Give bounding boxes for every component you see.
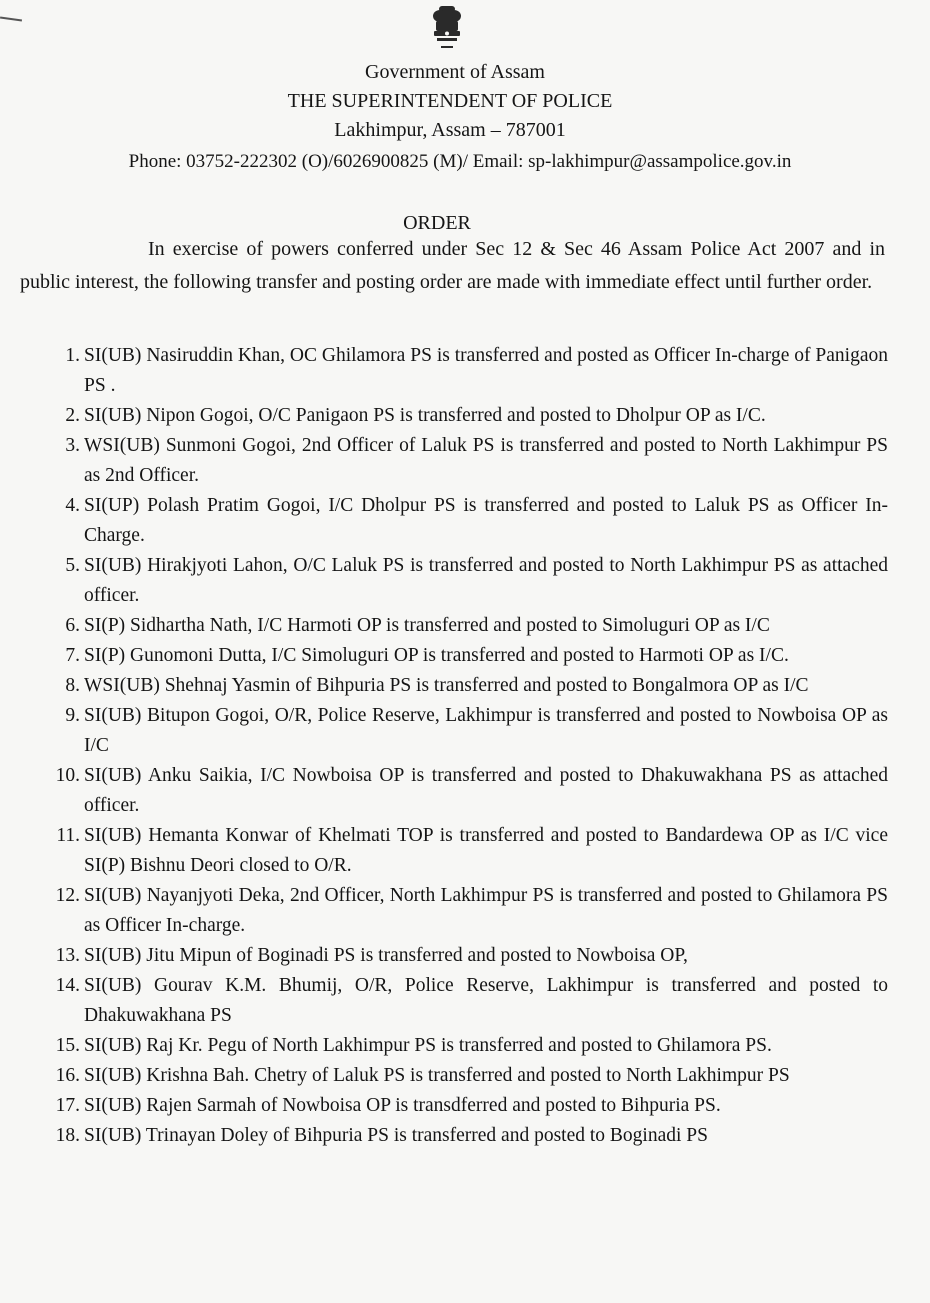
list-item [46,1091,888,1121]
government-name: Government of Assam [365,61,545,83]
item-text: WSI(UB) Sunmoni Gogoi, 2nd Officer of Laluk PS is transferred and posted to North Lakhimpur PS as 2nd Officer. [84,435,888,486]
item-text: SI(UB) Nipon Gogoi, O/C Panigaon PS is transferred and posted to Dholpur OP as I/C. [84,405,766,426]
item-number: 5. [65,555,80,576]
item-number: 9. [65,705,80,726]
national-emblem-icon [428,2,466,54]
item-text: SI(UB) Rajen Sarmah of Nowboisa OP is transdferred and posted to Bihpuria PS. [84,1095,721,1116]
list-item [46,1121,888,1151]
list-item [46,881,888,941]
item-number: 4. [65,495,80,516]
item-text: SI(UB) Trinayan Doley of Bihpuria PS is transferred and posted to Boginadi PS [84,1125,708,1146]
letterhead [0,58,930,176]
list-item [46,551,888,611]
list-item [46,431,888,491]
list-item [46,611,888,641]
item-number: 15. [55,1035,80,1056]
item-number: 14. [55,975,80,996]
item-number: 17. [55,1095,80,1116]
item-text: SI(UB) Nasiruddin Khan, OC Ghilamora PS is transferred and posted as Officer In-charge of Panigaon PS . [84,345,888,396]
item-text: SI(UP) Polash Pratim Gogoi, I/C Dholpur PS is transferred and posted to Laluk PS as Officer In-Charge. [84,495,888,546]
list-item [46,491,888,551]
list-item [46,1061,888,1091]
item-text: SI(P) Sidhartha Nath, I/C Harmoti OP is transferred and posted to Simoluguri OP as I/C [84,615,770,636]
item-number: 2. [65,405,80,426]
list-item [46,761,888,821]
list-item [46,821,888,881]
item-number: 3. [65,435,80,456]
item-text: SI(UB) Raj Kr. Pegu of North Lakhimpur PS is transferred and posted to Ghilamora PS. [84,1035,772,1056]
item-number: 1. [65,345,80,366]
item-text: SI(UB) Gourav K.M. Bhumij, O/R, Police Reserve, Lakhimpur is transferred and posted to Dhakuwakhana PS [84,975,888,1026]
list-item [46,341,888,401]
order-title: ORDER [403,212,471,234]
item-text: SI(UB) Jitu Mipun of Boginadi PS is transferred and posted to Nowboisa OP, [84,945,688,966]
item-text: SI(UB) Bitupon Gogoi, O/R, Police Reserve, Lakhimpur is transferred and posted to Nowboisa OP as I/C [84,705,888,756]
item-text: SI(UB) Hemanta Konwar of Khelmati TOP is transferred and posted to Bandardewa OP as I/C vice SI(P) Bishnu Deori closed to O/R. [84,825,888,876]
item-text: SI(UB) Anku Saikia, I/C Nowboisa OP is transferred and posted to Dhakuwakhana PS as attached officer. [84,765,888,816]
item-number: 11. [56,825,80,846]
item-number: 12. [55,885,80,906]
item-number: 18. [55,1125,80,1146]
order-list [46,341,888,1151]
item-text: SI(UB) Nayanjyoti Deka, 2nd Officer, North Lakhimpur PS is transferred and posted to Ghilamora PS as Officer In-charge. [84,885,888,936]
list-item [46,671,888,701]
item-number: 10. [55,765,80,786]
item-number: 7. [65,645,80,666]
contact-details: Phone: 03752-222302 (O)/6026900825 (M)/ Email: sp-lakhimpur@assampolice.gov.in [128,151,792,172]
list-item [46,941,888,971]
list-item [46,1031,888,1061]
office-address: Lakhimpur, Assam – 787001 [334,119,566,141]
item-number: 16. [55,1065,80,1086]
item-text: SI(UB) Hirakjyoti Lahon, O/C Laluk PS is transferred and posted to North Lakhimpur PS as attached officer. [84,555,888,606]
item-number: 6. [65,615,80,636]
item-text: WSI(UB) Shehnaj Yasmin of Bihpuria PS is transferred and posted to Bongalmora OP as I/C [84,675,809,696]
scan-mark [0,16,22,21]
list-item [46,701,888,761]
list-item [46,641,888,671]
item-text: SI(P) Gunomoni Dutta, I/C Simoluguri OP is transferred and posted to Harmoti OP as I/C. [84,645,789,666]
list-item [46,401,888,431]
office-name: THE SUPERINTENDENT OF POLICE [287,90,613,112]
order-intro: In exercise of powers conferred under Sec 12 & Sec 46 Assam Police Act 2007 and in public interest, the following transfer and posting order are made with immediate effect until further order. [20,238,885,293]
list-item [46,971,888,1031]
item-text: SI(UB) Krishna Bah. Chetry of Laluk PS is transferred and posted to North Lakhimpur PS [84,1065,790,1086]
item-number: 13. [55,945,80,966]
item-number: 8. [65,675,80,696]
